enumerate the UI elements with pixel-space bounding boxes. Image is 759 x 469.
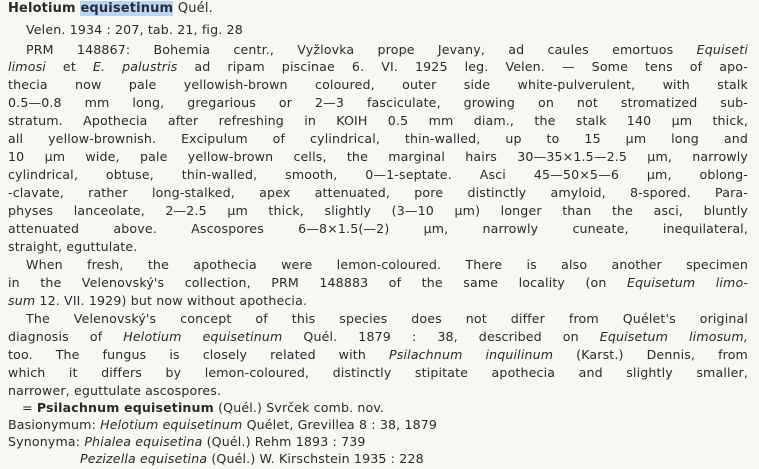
p2-line-2: in the Velenovský's collection, PRM 148883 of the same locality (on Equisetum limo- (8, 275, 749, 290)
p3-line-4: which it differs by lemon-coloured, distinctly stipitate apothecia and slightly smaller, (8, 365, 748, 380)
basionym-line: Basionymum: Helotium equisetinum Quélet, Grevillea 8 : 38, 1879 (8, 417, 438, 432)
p1-line-10: physes lanceolate, 2—2.5 μm thick, slightly (3—10 μm) longer than the asci, bluntly (8, 203, 748, 218)
p1-line-3: thecia now pale yellowish-brown coloured, outer side white-pulverulent, with stalk (8, 77, 748, 92)
p3-line-5: narrower, eguttulate ascospores. (8, 383, 222, 398)
p1-line-7: 10 μm wide, pale yellow-brown cells, the marginal hairs 30—35×1.5—2.5 μm, narrowly (8, 149, 748, 164)
p1-line-2: limosi et E. palustris ad ripam piscinae 6. VI. 1925 leg. Velen. — Some tens of apo- (8, 59, 749, 74)
heading-genus: Helotium (8, 1, 76, 16)
p3-line-3: too. The fungus is closely related with Psilachnum inquilinum (Karst.) Dennis, from (8, 347, 748, 362)
p1-line-1: PRM 148867: Bohemia centr., Vyžlovka prope Jevany, ad caules emortuos Equiseti (26, 42, 748, 57)
synonym-line-1: Synonyma: Phialea equisetina (Quél.) Rehm 1893 : 739 (8, 434, 366, 449)
p1-line-5: stratum. Apothecia after refreshing in KOIH 0.5 mm diam., the stalk 140 μm thick, (8, 113, 748, 128)
species-heading (8, 0, 213, 17)
p1-line-8: cylindrical, obtuse, thin-walled, smooth, 0—1-septate. Asci 45—50×5—6 μm, oblong- (8, 167, 748, 182)
p2-line-3: sum 12. VII. 1929) but now without apothecia. (8, 293, 308, 308)
p1-line-4: 0.5—0.8 mm long, gregarious or 2—3 fasciculate, growing on not stromatized sub- (8, 95, 748, 110)
p1-line-9: -clavate, rather long-stalked, apex attenuated, pore distinctly amyloid, 8-spored. Para- (8, 185, 748, 200)
p3-line-1: The Velenovský's concept of this species does not differ from Quélet's original (26, 311, 748, 326)
heading-author: Quél. (177, 1, 213, 16)
heading-epithet-highlighted[interactable]: equisetinum (80, 1, 174, 16)
p2-line-1: When fresh, the apothecia were lemon-coloured. There is also another specimen (26, 257, 748, 272)
new-combination: = Psilachnum equisetinum (Quél.) Svrček comb. nov. (22, 400, 385, 415)
p1-line-12: straight, eguttulate. (8, 239, 138, 254)
synonym-line-2: Pezizella equisetina (Quél.) W. Kirschstein 1935 : 228 (80, 451, 424, 466)
reference-line: Velen. 1934 : 207, tab. 21, fig. 28 (26, 22, 243, 37)
p1-line-11: attenuated above. Ascospores 6—8×1.5(—2) μm, narrowly cuneate, inequilateral, (8, 221, 748, 236)
p1-line-6: all yellow-brownish. Excipulum of cylindrical, thin-walled, up to 15 μm long and (8, 131, 748, 146)
p3-line-2: diagnosis of Helotium equisetinum Quél. 1879 : 38, described on Equisetum limosum, (8, 329, 749, 344)
